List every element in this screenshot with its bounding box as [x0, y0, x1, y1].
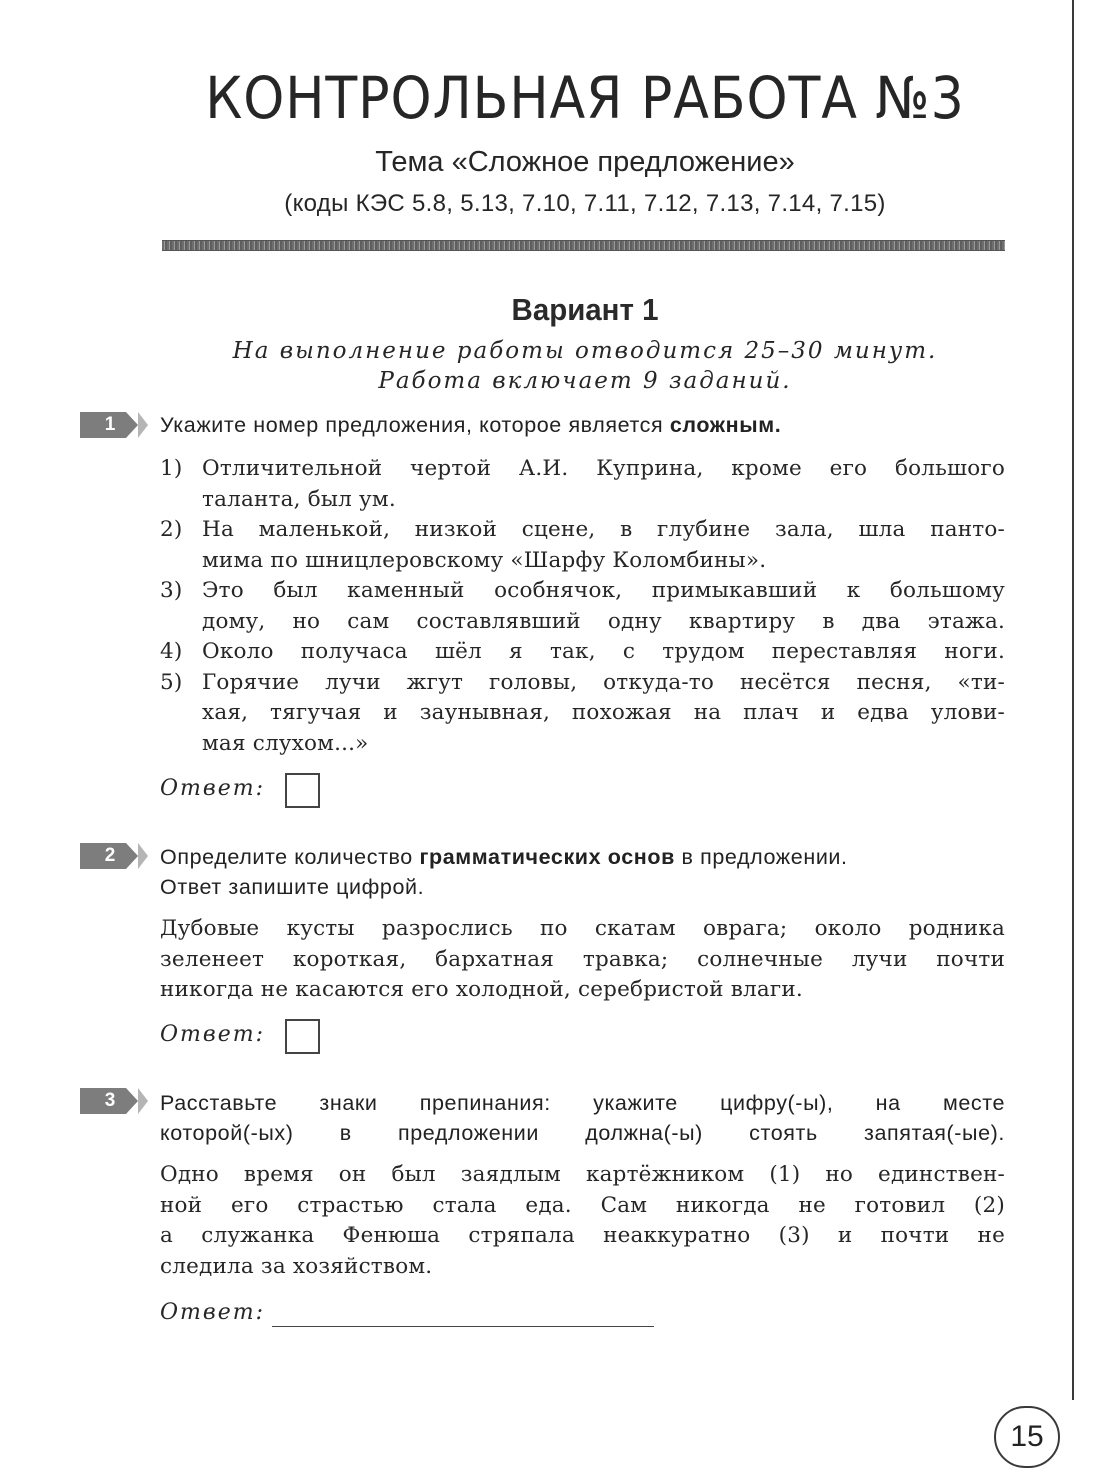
prompt-line: которой(-ых) в предложении должна(-ы) стоять запятая(-ые).	[160, 1121, 1005, 1145]
task-2-answer-label: Ответ:	[160, 1022, 265, 1047]
task-2-text	[160, 914, 1005, 1006]
task-3-text	[160, 1160, 1005, 1282]
prompt-bold: грамматических основ	[419, 845, 675, 869]
instruction-line-2: Работа включает 9 заданий.	[378, 368, 792, 394]
option-number: 4)	[160, 639, 183, 664]
option-number: 1)	[160, 456, 183, 481]
badge-arrow-outline-icon	[138, 843, 148, 869]
page-edge-rule	[1072, 0, 1074, 1400]
task-1-options	[160, 454, 1005, 759]
badge-arrow-icon	[126, 412, 138, 438]
task-number: 2	[80, 843, 126, 869]
option-5	[160, 668, 1005, 760]
option-line: дому, но сам составлявший одну квартиру в два этажа.	[202, 608, 1005, 634]
page-title: КОНТРОЛЬНАЯ РАБОТА №3	[205, 64, 965, 132]
option-line: Горячие лучи жгут головы, откуда-то несётся песня, «ти-	[202, 669, 1005, 695]
option-3	[160, 576, 1005, 637]
text-line: следила за хозяйством.	[160, 1253, 433, 1279]
option-number: 3)	[160, 578, 183, 603]
prompt-text: Определите количество	[160, 845, 420, 869]
task-number: 1	[80, 412, 126, 438]
task-1-prompt	[160, 410, 1005, 440]
prompt-text-end: в предложении.	[674, 845, 848, 869]
text-line: никогда не касаются его холодной, серебристой влаги.	[160, 977, 803, 1002]
option-number: 2)	[160, 517, 183, 542]
prompt-line: Расставьте знаки препинания: укажите цифру(-ы), на месте	[160, 1091, 1005, 1115]
option-line: На маленькой, низкой сцене, в глубине зала, шла панто-	[202, 517, 1005, 542]
option-number: 5)	[160, 669, 183, 695]
topic-heading: Тема «Сложное предложение»	[375, 146, 795, 178]
variant-heading: Вариант 1	[511, 292, 659, 327]
option-line: Отличительной чертой А.И. Куприна, кроме его большого	[202, 456, 1005, 481]
task-3-answer-line[interactable]	[272, 1326, 654, 1327]
task-3-answer-label: Ответ:	[160, 1300, 265, 1325]
option-2	[160, 515, 1005, 576]
task-2-answer-box[interactable]	[285, 1019, 320, 1054]
option-line: Около получаса шёл я так, с трудом переставляя ноги.	[202, 639, 1005, 664]
option-line: мая слухом...»	[202, 730, 369, 756]
instruction-line-1: На выполнение работы отводится 25–30 минут.	[232, 338, 938, 364]
badge-arrow-outline-icon	[138, 412, 148, 438]
prompt-text: Укажите номер предложения, которое является	[160, 413, 670, 437]
text-line: Дубовые кусты разрослись по скатам оврага; около родника	[160, 916, 1005, 941]
option-line: таланта, был ум.	[202, 486, 396, 512]
text-line: а служанка Фенюша стряпала неаккуратно (3) и почти не	[160, 1223, 1005, 1248]
option-line: хая, тягучая и заунывная, похожая на плач и едва улови-	[202, 700, 1005, 725]
task-2-prompt	[160, 842, 1005, 902]
option-line: Это был каменный особнячок, примыкавший к большому	[202, 578, 1005, 603]
text-line: ной его страстью стала еда. Сам никогда не готовил (2)	[160, 1192, 1005, 1218]
task-2-badge	[80, 843, 140, 869]
text-line: Одно время он был заядлым картёжником (1) но единствен-	[160, 1162, 1005, 1187]
badge-arrow-outline-icon	[138, 1088, 148, 1114]
codes-subheading: (коды КЭС 5.8, 5.13, 7.10, 7.11, 7.12, 7.13, 7.14, 7.15)	[284, 190, 886, 217]
task-number: 3	[80, 1088, 126, 1114]
prompt-bold: сложным.	[669, 413, 782, 437]
task-1-badge	[80, 412, 140, 438]
badge-arrow-icon	[126, 843, 138, 869]
section-divider	[162, 240, 1005, 251]
text-line: зеленеет короткая, бархатная травка; солнечные лучи почти	[160, 946, 1005, 972]
option-4	[160, 637, 1005, 668]
task-1-answer-label: Ответ:	[160, 776, 265, 801]
task-3-prompt	[160, 1088, 1005, 1148]
prompt-text-line2: Ответ запишите цифрой.	[160, 875, 425, 899]
badge-arrow-icon	[126, 1088, 138, 1114]
option-1	[160, 454, 1005, 515]
option-line: мима по шницлеровскому «Шарфу Коломбины».	[202, 547, 767, 573]
task-3-badge	[80, 1088, 140, 1114]
page-number: 15	[994, 1406, 1060, 1468]
task-1-answer-box[interactable]	[285, 773, 320, 808]
